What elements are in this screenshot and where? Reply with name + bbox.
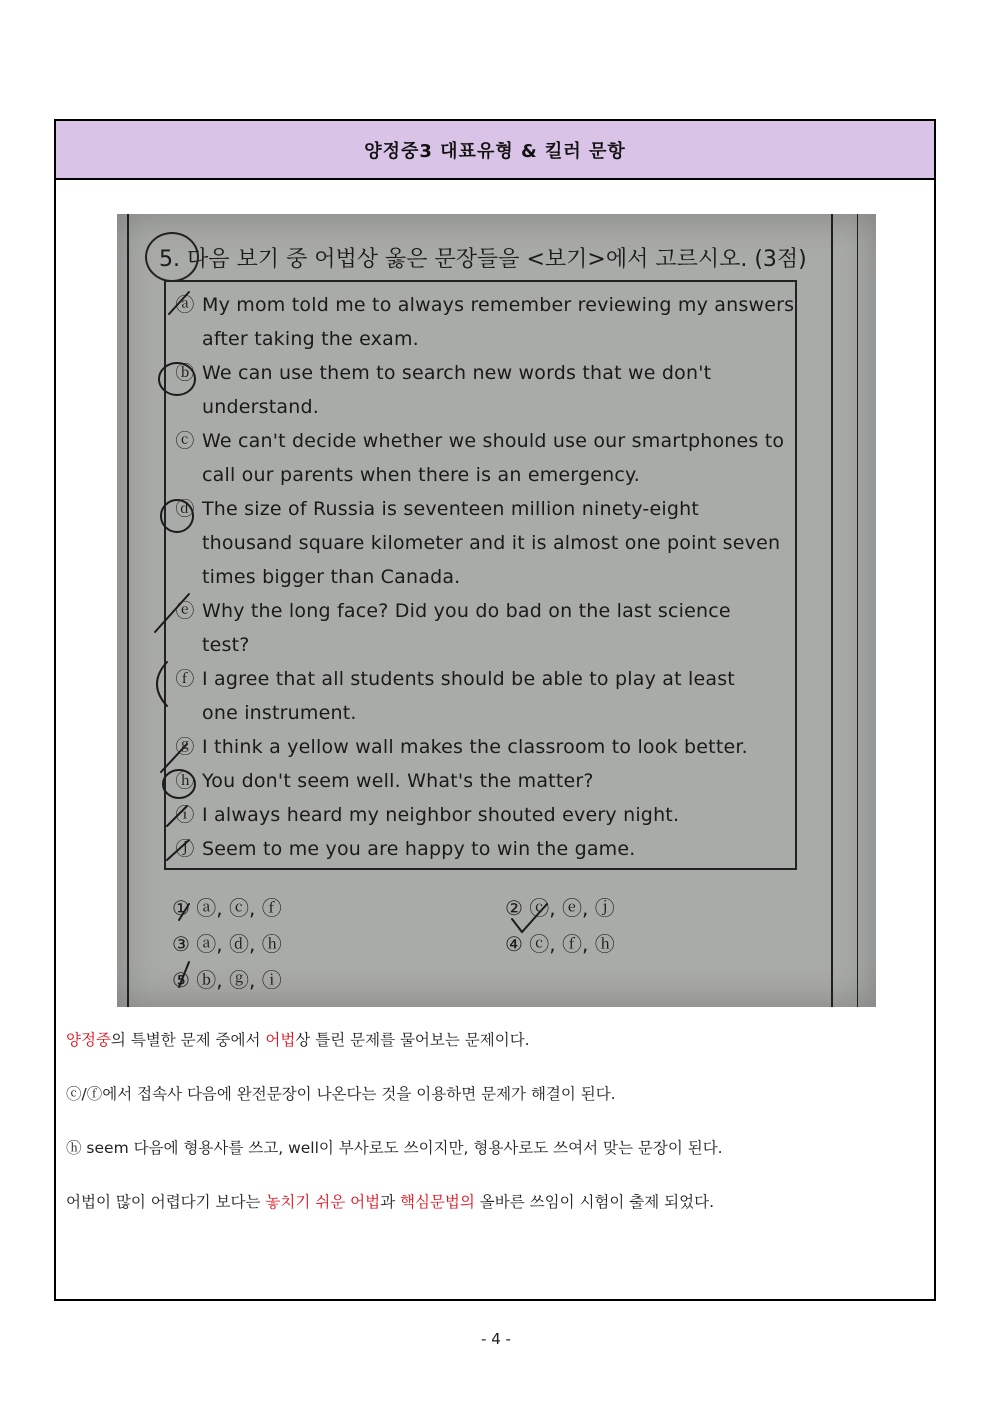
choice-mark: ⓐ [175,294,195,316]
choice-mark: ⓒ [175,430,195,452]
choice-text: I always heard my neighbor shouted every night. [202,804,680,826]
choice-mark: ⓑ [175,362,195,384]
note-highlight: 핵심문법의 [399,1193,475,1211]
note-line-2: ⓒ/ⓕ에서 접속사 다음에 완전문장이 나온다는 것을 이용하면 문제가 해결이 된다. [66,1085,616,1103]
choice-mark: ⓙ [175,838,195,860]
answer-option-5: ⑤ ⓑ, ⓖ, ⓘ [172,968,282,992]
note-text: 과 [380,1193,400,1211]
choice-text: understand. [202,396,319,418]
choice-text: test? [202,634,250,656]
choice-text: after taking the exam. [202,328,419,350]
choice-text: Why the long face? Did you do bad on the last science [202,600,731,622]
answer-option-3: ③ ⓐ, ⓓ, ⓗ [172,932,282,956]
choice-mark: ⓖ [175,736,195,758]
answer-option-1: ① ⓐ, ⓒ, ⓕ [172,896,282,920]
page-number: - 4 - [481,1330,511,1348]
note-text: 상 틀린 문제를 물어보는 문제이다. [295,1031,530,1049]
choice-text: I think a yellow wall makes the classroom to look better. [202,736,748,758]
choice-mark: ⓕ [175,668,195,690]
choice-text: My mom told me to always remember reviewing my answers [202,294,795,316]
choice-text: times bigger than Canada. [202,566,461,588]
choice-mark: ⓓ [175,498,195,520]
choice-mark: ⓗ [175,770,195,792]
section-title: 양정중3 대표유형 & 킬러 문항 [364,140,626,162]
choice-text: We can't decide whether we should use our smartphones to [202,430,785,452]
choice-text: The size of Russia is seventeen million ninety-eight [202,498,699,520]
note-text: 의 특별한 문제 중에서 [110,1031,266,1049]
note-text: 올바른 쓰임이 시험이 출제 되었다. [474,1193,715,1211]
answer-option-4: ④ ⓒ, ⓕ, ⓗ [505,932,615,956]
explanation-notes [66,1031,926,1247]
choice-text: I agree that all students should be able to play at least [202,668,735,690]
choice-text: Seem to me you are happy to win the game. [202,838,636,860]
handwritten-marks [117,214,876,1007]
note-highlight: 놓치기 쉬운 어법 [265,1193,381,1211]
note-highlight: 양정중 [66,1031,111,1049]
question-title: 5. 다음 보기 중 어법상 옳은 문장들을 <보기>에서 고르시오. (3점) [159,247,807,272]
note-line-1 [66,1031,926,1049]
choice-mark: ⓘ [175,804,195,826]
answer-option-2: ② ⓒ, ⓔ, ⓙ [505,896,615,920]
section-header [56,121,934,180]
content-frame [54,119,936,1301]
choice-mark: ⓔ [175,600,195,622]
choice-text: thousand square kilometer and it is almost one point seven [202,532,781,554]
exam-photo [117,214,876,1007]
note-line-3: ⓗ seem 다음에 형용사를 쓰고, well이 부사로도 쓰이지만, 형용사로도 쓰여서 맞는 문장이 된다. [66,1139,723,1157]
choice-text: We can use them to search new words that we don't [202,362,712,384]
choice-text: one instrument. [202,702,357,724]
choice-text: You don't seem well. What's the matter? [202,770,594,792]
choice-text: call our parents when there is an emergency. [202,464,640,486]
note-highlight: 어법 [265,1031,296,1049]
note-text: 어법이 많이 어렵다기 보다는 [66,1193,266,1211]
note-line-4 [66,1193,926,1211]
